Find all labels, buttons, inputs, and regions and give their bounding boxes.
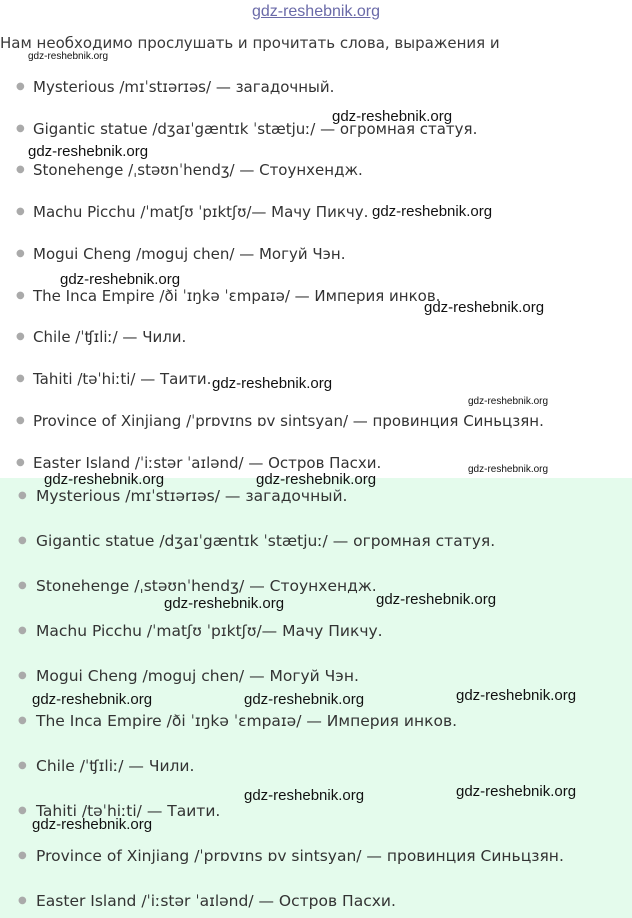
bullet-icon: ● bbox=[18, 580, 27, 591]
bullet-icon: ● bbox=[18, 535, 27, 546]
bullet-icon: ● bbox=[16, 248, 25, 259]
bullet-icon: ● bbox=[18, 895, 27, 906]
watermark: gdz-reshebnik.org bbox=[164, 595, 285, 612]
bullet-icon: ● bbox=[18, 490, 27, 501]
bullet-icon: ● bbox=[16, 373, 25, 384]
word-list-bottom: ● Mysterious /mɪˈstɪərɪəs/ — загадочный. ● Gigantic statue /dʒaɪˈgæntɪk ˈstætjuː/ — огромная статуя. ● Stonehenge /ˌstəʊnˈhendʒ/ — Стоунхендж. ● Machu Picchu /ˈmatʃʊ ˈpɪktʃʊ/— Мачу Пикчу. ● Mogui Cheng /moguj chen/ — Могуй Чэн. ● The Inca Empire /ði ˈɪŋkə ˈɛmpaɪə/ — Империя инков. ● Chile /ˈʧɪliː/ — Чили. ● Tahiti /təˈhiːti/ — Таити. ● Province of Xinjiang /ˈprɒvɪns ɒv sintsyan/ — провинция Синьцзян. ● Easter Island /ˈiːstər ˈaɪlənd/ — Остров Пасхи. bbox=[0, 478, 632, 918]
bullet-icon: ● bbox=[16, 290, 25, 301]
bullet-icon: ● bbox=[16, 81, 25, 92]
watermark: gdz-reshebnik.org bbox=[28, 51, 109, 62]
watermark: gdz-reshebnik.org bbox=[256, 471, 377, 488]
watermark: gdz-reshebnik.org bbox=[456, 687, 577, 704]
watermark: gdz-reshebnik.org bbox=[60, 271, 181, 288]
watermark: gdz-reshebnik.org bbox=[244, 787, 365, 804]
watermark: gdz-reshebnik.org bbox=[332, 108, 453, 125]
bullet-icon: ● bbox=[16, 206, 25, 217]
site-title-link[interactable]: gdz-reshebnik.org bbox=[251, 3, 381, 20]
watermark: gdz-reshebnik.org bbox=[424, 299, 545, 316]
watermark: gdz-reshebnik.org bbox=[44, 471, 165, 488]
bullet-icon: ● bbox=[16, 331, 25, 342]
watermark: gdz-reshebnik.org bbox=[32, 816, 153, 833]
watermark: gdz-reshebnik.org bbox=[28, 143, 149, 160]
watermark: gdz-reshebnik.org bbox=[244, 691, 365, 708]
bullet-icon: ● bbox=[16, 415, 25, 426]
bullet-icon: ● bbox=[16, 164, 25, 175]
watermark: gdz-reshebnik.org bbox=[212, 375, 333, 392]
watermark: gdz-reshebnik.org bbox=[468, 464, 549, 475]
bullet-icon: ● bbox=[18, 805, 27, 816]
watermark: gdz-reshebnik.org bbox=[456, 783, 577, 800]
watermark: gdz-reshebnik.org bbox=[468, 396, 549, 407]
bullet-icon: ● bbox=[16, 123, 25, 134]
bullet-icon: ● bbox=[18, 760, 27, 771]
bullet-icon: ● bbox=[16, 457, 25, 468]
watermark: gdz-reshebnik.org bbox=[376, 591, 497, 608]
bullet-icon: ● bbox=[18, 715, 27, 726]
intro-text: Нам необходимо прослушать и прочитать слова, выражения и bbox=[0, 34, 500, 52]
watermark: gdz-reshebnik.org bbox=[372, 203, 493, 220]
bullet-icon: ● bbox=[18, 670, 27, 681]
bullet-icon: ● bbox=[18, 625, 27, 636]
bullet-icon: ● bbox=[18, 850, 27, 861]
watermark: gdz-reshebnik.org bbox=[32, 691, 153, 708]
